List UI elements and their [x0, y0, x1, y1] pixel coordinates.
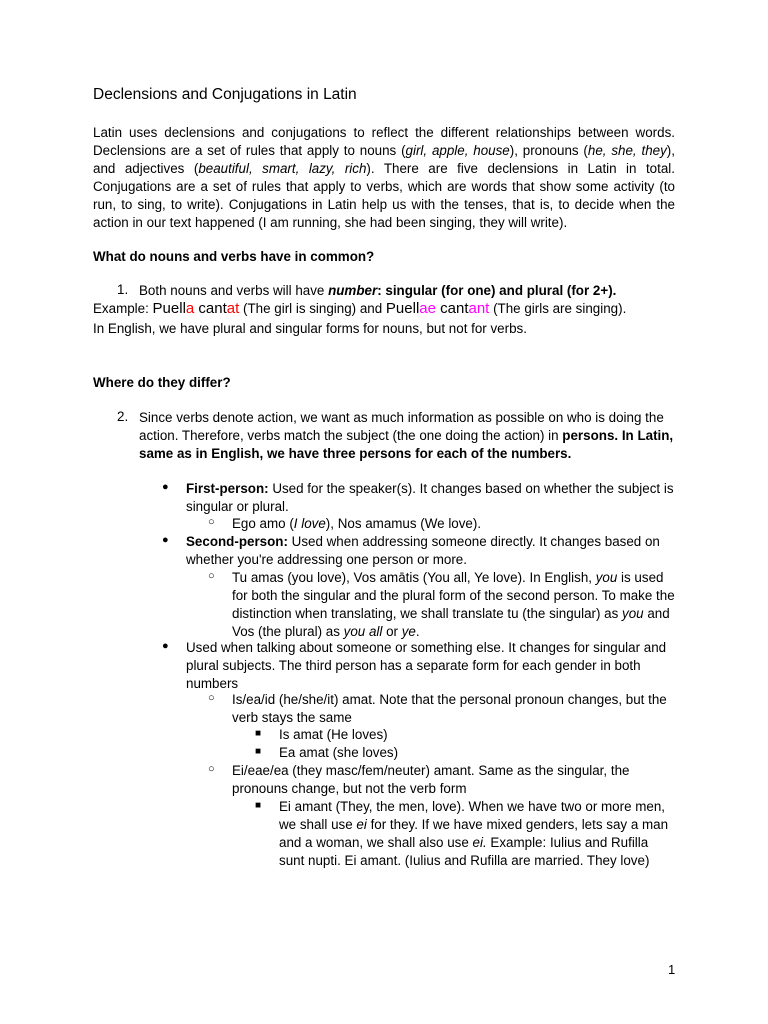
page-title: Declensions and Conjugations in Latin	[93, 86, 357, 103]
bullet-icon: ●	[162, 534, 169, 546]
square-bullet-icon: ■	[255, 800, 262, 811]
third-person-example-she: Ea amat (she loves)	[279, 745, 399, 760]
circle-bullet-icon: ○	[208, 570, 215, 582]
list-number-1: 1.	[117, 282, 129, 297]
bullet-icon: ●	[162, 481, 169, 493]
third-person-example-they: Ei amant (They, the men, love). When we have two or more men, we shall use ei for they. If we have mixed genders, lets say a man and a woman, we shall also use ei. Example: Iulius and Rufilla sunt nupti. Ei amant. (Iulius and Rufilla are married. They love)	[279, 799, 669, 868]
list-number-2: 2.	[117, 409, 129, 424]
second-person-example: Tu amas (you love), Vos amātis (You all, Ye love). In English, you is used for both the singular and the plural form of the second person. To make the distinction when translating, we shall translate tu (the singular) as you and Vos (the plural) as you all or ye.	[232, 570, 675, 639]
square-bullet-icon: ■	[255, 728, 262, 739]
third-person-singular: Is/ea/id (he/she/it) amat. Note that the personal pronoun changes, but the verb stays the same	[232, 692, 667, 725]
item1-example: Example: Puella cantat (The girl is singing) and Puellae cantant (The girls are singing).	[93, 300, 627, 317]
intro-paragraph: Latin uses declensions and conjugations to reflect the different relationships between words. Declensions are a set of rules that apply to nouns (girl, apple, house), pronouns (he, she, they), and adjectives (beautiful, smart, lazy, rich). There are five declensions in Latin in total. Conjugations are a set of rules that apply to verbs, which are words that show some activity (to run, to sing, to write). Conjugations in Latin help us with the tenses, that is, to decide when the action in our text happened (I am running, she had been singing, they will write).	[93, 125, 675, 230]
square-bullet-icon: ■	[255, 746, 262, 757]
circle-bullet-icon: ○	[208, 763, 215, 775]
page-number: 1	[668, 962, 676, 977]
item1-english-note: In English, we have plural and singular forms for nouns, but not for verbs.	[93, 321, 527, 336]
third-person-item: Used when talking about someone or something else. It changes for singular and plural subjects. The third person has a separate form for each gender in both numbers	[186, 640, 667, 691]
item1-line: Both nouns and verbs will have number: singular (for one) and plural (for 2+).	[139, 283, 617, 298]
circle-bullet-icon: ○	[208, 516, 215, 528]
bullet-icon: ●	[162, 640, 169, 652]
second-person-item: Second-person: Used when addressing someone directly. It changes based on whether you're addressing one person or more.	[186, 534, 660, 567]
first-person-item: First-person: Used for the speaker(s). It changes based on whether the subject is singular or plural.	[186, 481, 674, 514]
circle-bullet-icon: ○	[208, 692, 215, 704]
item2-text: Since verbs denote action, we want as much information as possible on who is doing the action. Therefore, verbs match the subject (the one doing the action) in persons. In Latin, same as in English, we have three persons for each of the numbers.	[139, 410, 674, 461]
heading-differ: Where do they differ?	[93, 375, 231, 390]
third-person-plural: Ei/eae/ea (they masc/fem/neuter) amant. Same as the singular, the pronouns change, but not the verb form	[232, 763, 630, 796]
third-person-example-he: Is amat (He loves)	[279, 727, 388, 742]
first-person-example: Ego amo (I love), Nos amamus (We love).	[232, 516, 482, 531]
heading-common: What do nouns and verbs have in common?	[93, 249, 375, 264]
